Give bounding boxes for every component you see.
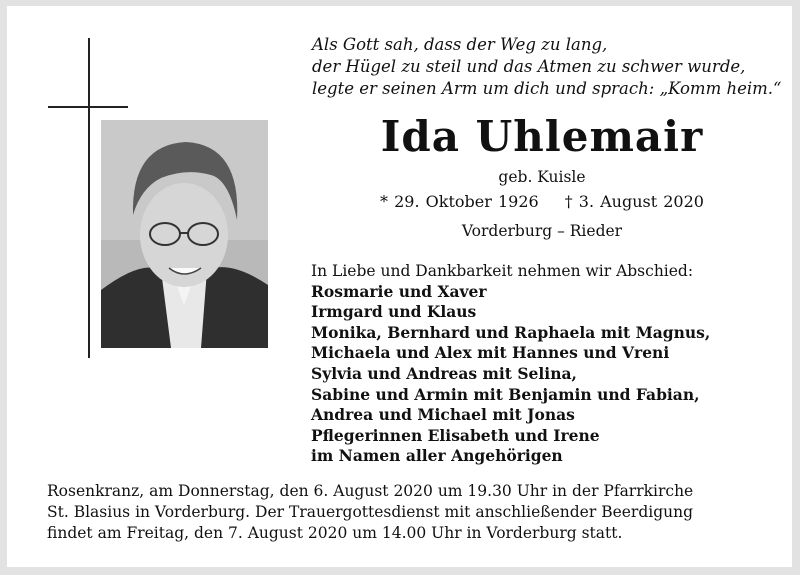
mourner-entry: Pflegerinnen Elisabeth und Irene [311, 425, 600, 445]
life-dates [300, 192, 784, 211]
death-date: † 3. August 2020 [564, 192, 704, 211]
mourner-entry: Andrea und Michael mit Jonas [311, 405, 575, 425]
poem-line: der Hügel zu steil und das Atmen zu schwer wurde, [312, 57, 746, 76]
service-line: findet am Freitag, den 7. August 2020 um 14.00 Uhr in Vorderburg statt. [47, 524, 623, 542]
mourner-entry: Michaela und Alex mit Hannes und Vreni [311, 343, 670, 363]
mourner-entry: Sylvia und Andreas mit Selina, [311, 363, 577, 383]
deceased-name: Ida Uhlemair [380, 112, 704, 161]
mourner-entry: Monika, Bernhard und Raphaela mit Magnus, [311, 322, 711, 342]
mourner-entry: Rosmarie und Xaver [311, 281, 487, 301]
poem [312, 34, 782, 100]
birth-date: * 29. Oktober 1926 [380, 192, 539, 211]
poem-line: Als Gott sah, dass der Weg zu lang, [312, 35, 608, 54]
service-line: St. Blasius in Vorderburg. Der Trauergottesdienst mit anschließender Beerdigung [47, 503, 694, 521]
portrait-photo [101, 120, 268, 348]
mourners-intro: In Liebe und Dankbarkeit nehmen wir Abschied: [311, 262, 694, 280]
service-details [47, 481, 767, 544]
birth-name: geb. Kuisle [498, 168, 586, 186]
mourners-section [311, 261, 710, 467]
cross-vertical-beam [88, 38, 90, 358]
mourner-entry: Sabine und Armin mit Benjamin und Fabian, [311, 384, 700, 404]
poem-line: legte er seinen Arm um dich und sprach: „Komm heim.“ [312, 79, 782, 98]
mourner-entry: im Namen aller Angehörigen [311, 446, 563, 466]
residence-place: Vorderburg – Rieder [461, 222, 623, 240]
service-line: Rosenkranz, am Donnerstag, den 6. August 2020 um 19.30 Uhr in der Pfarrkirche [47, 482, 694, 500]
mourner-entry: Irmgard und Klaus [311, 302, 477, 322]
cross-horizontal-beam [48, 106, 128, 108]
